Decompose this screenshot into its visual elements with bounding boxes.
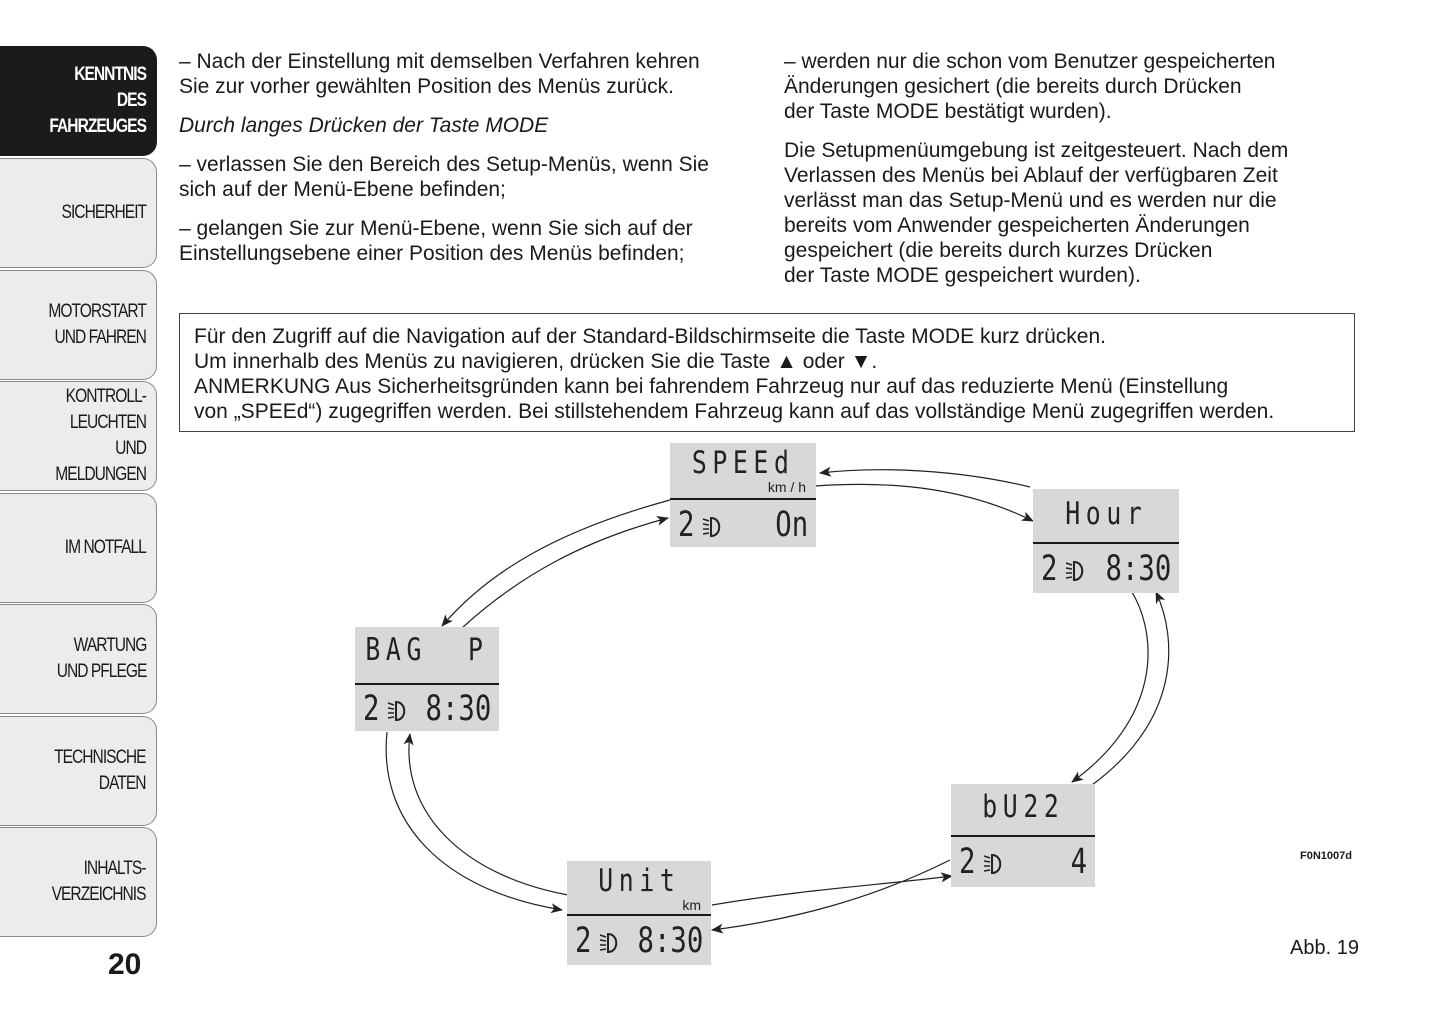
- right-paragraph-2: Die Setupmenüumgebung ist zeitgesteuert. Nach dem Verlassen des Menüs bei Ablauf der verfügbaren Zeit verlässt man das Setup-Menü und es werden nur die bereits vom Anwender gespeicherten Änderungen gespeichert (die bereits durch kurzes Drücken der Taste MODE gespeichert wurden).: [784, 139, 1289, 287]
- display-unit: [567, 861, 711, 965]
- display-bag-value: 8:30: [425, 689, 491, 729]
- display-divider: [951, 835, 1095, 837]
- left-paragraph-3: – verlassen Sie den Bereich des Setup-Menüs, wenn Sie sich auf der Menü-Ebene befinden;: [179, 153, 709, 201]
- notice-line-3: ANMERKUNG Aus Sicherheitsgründen kann bei fahrendem Fahrzeug nur auf das reduzierte Menü (Einstellung: [194, 375, 1229, 398]
- arrow-hour-to-buzz: [1072, 592, 1148, 782]
- display-speed: [670, 443, 816, 547]
- page-number: 20: [108, 948, 142, 981]
- display-buzz-value: 4: [1070, 842, 1087, 882]
- figure-label: Abb. 19: [1290, 937, 1359, 959]
- arrow-speed-to-hour: [815, 484, 1033, 521]
- sidebar-item-label: IM NOTFALL: [64, 537, 146, 558]
- arrow-buzz-to-unit: [712, 860, 950, 930]
- notice-line-1: Für den Zugriff auf die Navigation auf der Standard-Bildschirmseite die Taste MODE kurz drücken.: [194, 325, 1106, 348]
- notice-line-2: Um innerhalb des Menüs zu navigieren, drücken Sie die Taste ▲ oder ▼.: [194, 350, 878, 373]
- left-paragraph-1: – Nach der Einstellung mit demselben Verfahren kehren Sie zur vorher gewählten Position des Menüs zurück.: [179, 50, 700, 98]
- display-speed-title: SPEEd: [691, 445, 795, 481]
- display-unit-number: 2: [575, 921, 592, 961]
- display-speed-number: 2: [678, 505, 695, 545]
- headlight-level-icon: [599, 931, 621, 955]
- display-divider: [355, 683, 499, 685]
- arrow-unit-to-buzz: [712, 876, 952, 905]
- right-paragraph-1: – werden nur die schon vom Benutzer gespeicherten Änderungen gesichert (die bereits durch Drücken der Taste MODE bestätigt wurden).: [784, 50, 1276, 123]
- sidebar-item-label: INHALTS- VERZEICHNIS: [52, 858, 146, 905]
- sidebar-item-label: KONTROLL- LEUCHTEN UND MELDUNGEN: [55, 386, 146, 485]
- headlight-level-icon: [387, 699, 409, 723]
- headlight-level-icon: [702, 515, 724, 539]
- display-divider: [670, 498, 816, 500]
- display-hour-title: Hour: [1064, 496, 1148, 532]
- arrow-bag-to-unit: [386, 732, 562, 910]
- sidebar-item-label: MOTORSTART UND FAHREN: [48, 301, 146, 348]
- arrow-buzz-to-hour: [1092, 592, 1169, 785]
- display-divider: [567, 914, 711, 916]
- sidebar-item-label: TECHNISCHE DATEN: [54, 747, 146, 794]
- display-unit-unit: km: [682, 897, 701, 913]
- figure-code: F0N1007d: [1300, 850, 1352, 862]
- display-unit-title: Unit: [597, 863, 681, 899]
- sidebar-item-label: WARTUNG UND PFLEGE: [56, 635, 146, 682]
- headlight-level-icon: [1065, 559, 1087, 583]
- arrow-unit-to-bag: [409, 734, 568, 895]
- arrow-bag-to-speed: [462, 518, 668, 628]
- left-paragraph-2: Durch langes Drücken der Taste MODE: [179, 114, 549, 137]
- display-buzz: [951, 784, 1095, 887]
- display-bag-number: 2: [363, 689, 380, 729]
- display-bag-title: BAG P: [365, 632, 489, 668]
- display-divider: [1033, 542, 1179, 544]
- notice-line-4: von „SPEEd“) zugegriffen werden. Bei stillstehendem Fahrzeug kann auf das vollständige Menü zugegriffen werden.: [194, 400, 1275, 423]
- display-hour-value: 8:30: [1105, 549, 1171, 589]
- display-bag: [355, 627, 499, 731]
- display-buzz-title: bU22: [981, 789, 1065, 825]
- arrow-speed-to-bag: [442, 500, 670, 626]
- sidebar-item-label: SICHERHEIT: [61, 202, 146, 223]
- display-hour: [1033, 489, 1179, 593]
- headlight-level-icon: [983, 852, 1005, 876]
- display-buzz-number: 2: [959, 842, 976, 882]
- left-paragraph-4: – gelangen Sie zur Menü-Ebene, wenn Sie sich auf der Einstellungsebene einer Position des Menüs befinden;: [179, 217, 693, 265]
- display-unit-value: 8:30: [637, 921, 703, 961]
- display-hour-number: 2: [1041, 549, 1058, 589]
- display-speed-unit: km / h: [767, 479, 806, 495]
- display-speed-value: On: [775, 505, 808, 545]
- sidebar-item-label: KENNTNIS DES FAHRZEUGES: [49, 64, 146, 137]
